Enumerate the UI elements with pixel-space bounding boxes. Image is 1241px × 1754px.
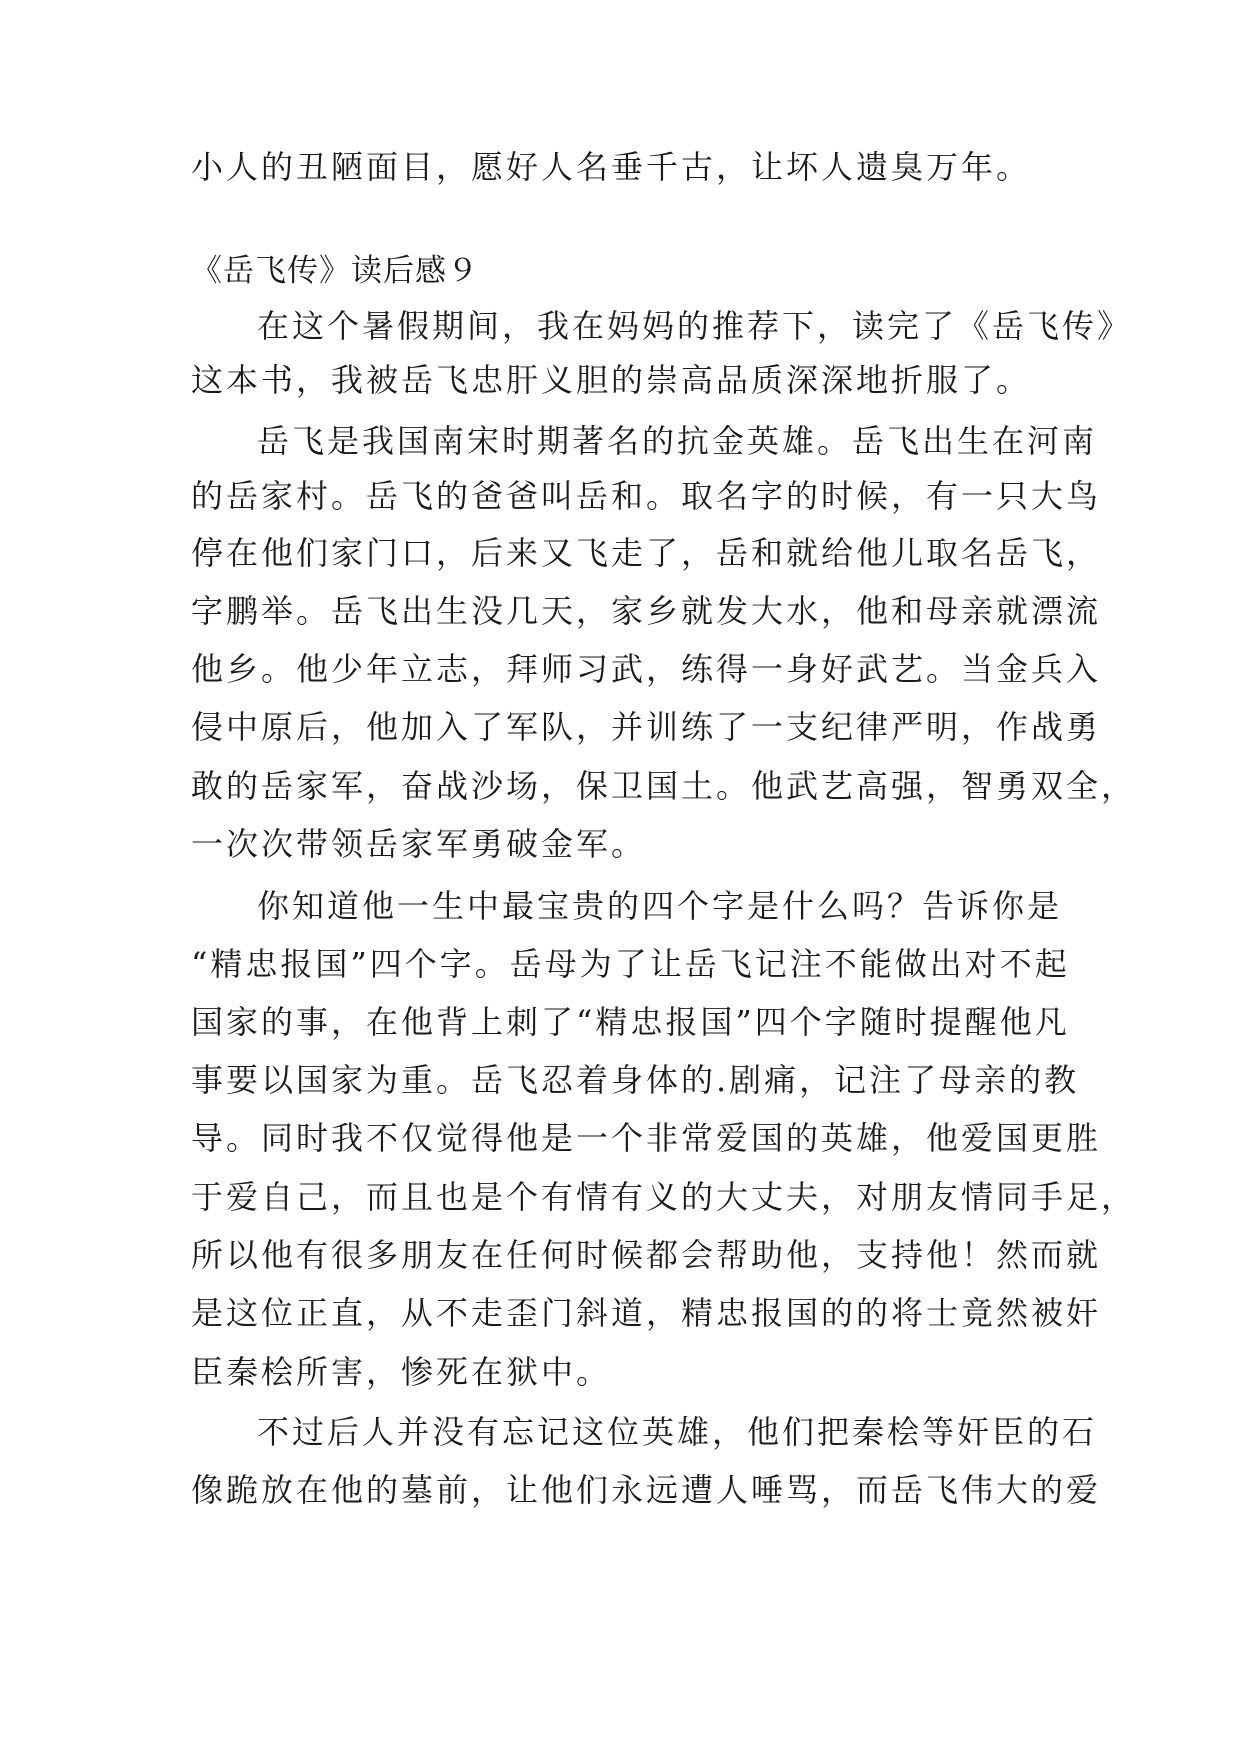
paragraph-4-line-1: 不过后人并没有忘记这位英雄，他们把秦桧等奸臣的石 — [257, 1413, 1098, 1451]
paragraph-2-line-4: 字鹏举。岳飞出生没几天，家乡就发大水，他和母亲就漂流 — [191, 592, 1102, 630]
paragraph-3-line-9: 臣秦桧所害，惨死在狱中。 — [191, 1353, 612, 1391]
paragraph-3-line-3: 国家的事，在他背上刺了“精忠报国”四个字随时提醒他凡 — [191, 1003, 1070, 1041]
section-heading: 《岳飞传》读后感９ — [191, 253, 479, 289]
paragraph-3-line-1: 你知道他一生中最宝贵的四个字是什么吗？告诉你是 — [257, 887, 1063, 925]
paragraph-2-line-5: 他乡。他少年立志，拜师习武，练得一身好武艺。当金兵入 — [191, 650, 1102, 688]
paragraph-4-line-2: 像跪放在他的墓前，让他们永远遭人唾骂，而岳飞伟大的爱 — [191, 1471, 1102, 1509]
paragraph-2-line-6: 侵中原后，他加入了军队，并训练了一支纪律严明，作战勇 — [191, 708, 1102, 746]
paragraph-1-line-1: 在这个暑假期间，我在妈妈的推荐下，读完了《岳飞传》 — [257, 307, 1133, 345]
opening-line: 小人的丑陋面目，愿好人名垂千古，让坏人遗臭万年。 — [191, 148, 1032, 186]
paragraph-3-line-7: 所以他有很多朋友在任何时候都会帮助他，支持他！然而就 — [191, 1236, 1102, 1274]
paragraph-1-line-2: 这本书，我被岳飞忠肝义胆的崇高品质深深地折服了。 — [191, 361, 1032, 399]
paragraph-2-line-3: 停在他们家门口，后来又飞走了，岳和就给他儿取名岳飞， — [191, 534, 1102, 572]
paragraph-2-line-1: 岳飞是我国南宋时期著名的抗金英雄。岳飞出生在河南 — [257, 422, 1098, 460]
paragraph-2-line-2: 的岳家村。岳飞的爸爸叫岳和。取名字的时候，有一只大鸟 — [191, 477, 1102, 515]
paragraph-2-line-7: 敢的岳家军，奋战沙场，保卫国土。他武艺高强，智勇双全， — [191, 767, 1137, 805]
paragraph-3-line-8: 是这位正直，从不走歪门斜道，精忠报国的的将士竟然被奸 — [191, 1294, 1102, 1332]
paragraph-3-line-2: “精忠报国”四个字。岳母为了让岳飞记注不能做出对不起 — [191, 945, 1070, 983]
paragraph-3-line-5: 导。同时我不仅觉得他是一个非常爱国的英雄，他爱国更胜 — [191, 1119, 1102, 1157]
paragraph-2-line-8: 一次次带领岳家军勇破金军。 — [191, 825, 647, 863]
paragraph-3-line-6: 于爱自己，而且也是个有情有义的大丈夫，对朋友情同手足， — [191, 1178, 1137, 1216]
paragraph-3-line-4: 事要以国家为重。岳飞忍着身体的.剧痛，记注了母亲的教 — [191, 1061, 1080, 1099]
